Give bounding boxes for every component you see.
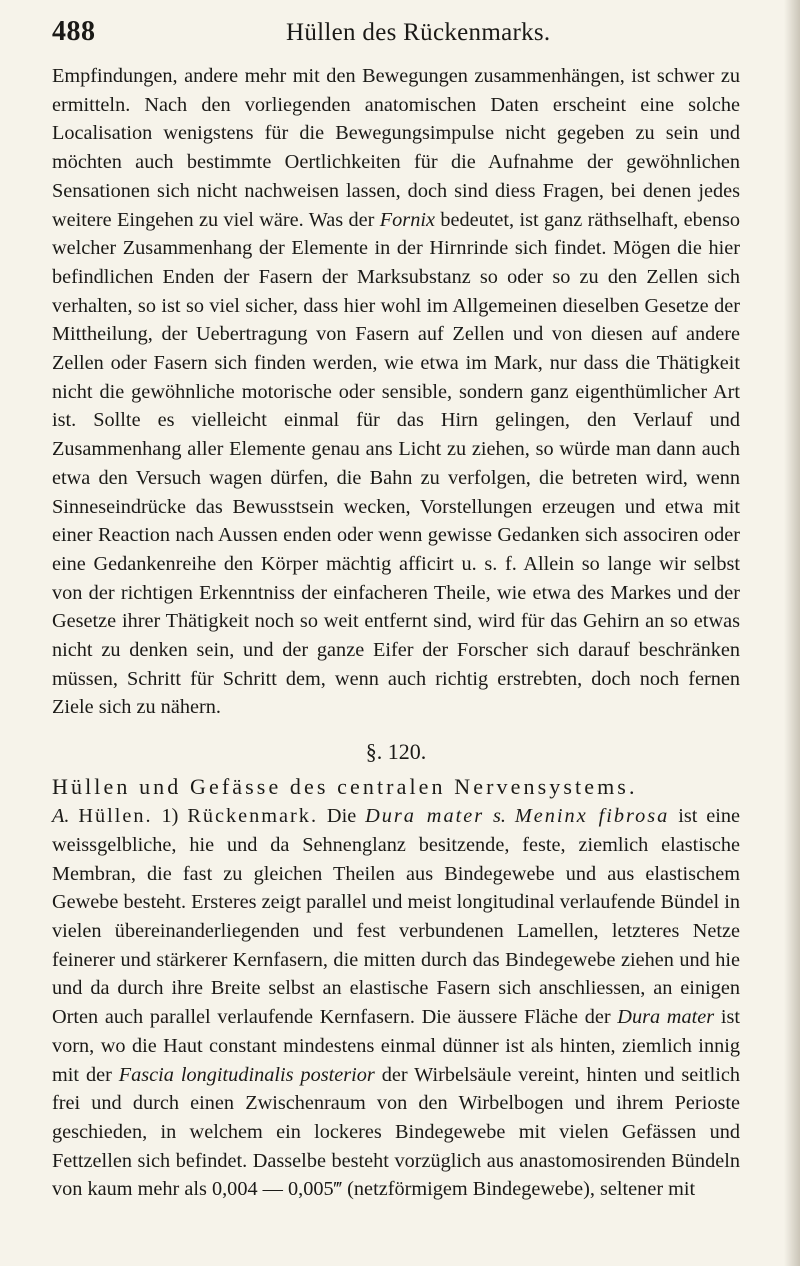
- paragraph-text: bedeutet, ist ganz räthselhaft, ebenso welcher Zusammenhang der Elemente in der Hirnrinde sich findet. Mögen die hier befindlichen Enden der Fasern der Marksubstanz so oder so zu den Zellen sich verhalten, so ist so viel sicher, dass hier wohl im Allgemeinen dieselben Gesetze der Mittheilung, der Uebertragung von Fasern auf Zellen und von diesen auf andere Zellen oder Fasern sich finden werden, wie etwa im Mark, nur dass die Thätigkeit nicht die gewöhnliche motorische oder sensible, sondern ganz eigenthümlicher Art ist. Sollte es vielleicht einmal für das Hirn gelingen, den Verlauf und Zusammenhang aller Elemente genau ans Licht zu ziehen, so würde man dann auch etwa den Versuch wagen dürfen, die Bahn zu verfolgen, die betreten wird, wenn Sinneseindrücke das Bewusstsein wecken, Vorstellungen erzeugen und etwa mit einer Reaction nach Aussen enden oder wenn gewisse Gedanken sich associren oder eine Gedankenreihe den Körper mächtig afficirt u. s. f. Allein so lange wir selbst von der richtigen Erkenntniss der einfacheren Theile, wie etwa des Markes und der Gesetze ihrer Thätigkeit noch so weit entfernt sind, wird für das Gehirn an so etwas nicht zu denken sein, und der ganze Eifer der Forscher sich darauf beschränken müssen, Schritt für Schritt dem, wenn auch richtig erstrebten, doch noch fernen Ziele sich zu nähern.: [52, 208, 740, 719]
- label-a: A.: [52, 805, 70, 828]
- section-number: §. 120.: [365, 739, 427, 765]
- label-number-1: 1): [161, 805, 179, 828]
- label-huellen: Hüllen.: [78, 805, 153, 828]
- page-edge-shadow: [784, 0, 800, 1266]
- paragraph-text: Empfindungen, andere mehr mit den Bewegungen zusammenhängen, ist schwer zu ermitteln. Nach den vorliegenden anatomischen Daten erscheint eine solche Localisation wenigstens für die Bewegungsimpulse nicht gegeben zu sein und möchten auch bestimmte Oertlichkeiten für die Aufnahme der gewöhnlichen Sensationen sich nicht nachweisen lassen, doch sind diess Fragen, bei denen jedes weitere Eingehen zu viel wäre. Was der: [52, 65, 740, 231]
- term-dura-mater: Dura mater: [365, 805, 485, 828]
- abbr-s: s.: [493, 805, 506, 828]
- label-rueckenmark: Rückenmark.: [187, 805, 319, 828]
- term-fascia: Fascia longitudinalis posterior: [118, 1063, 375, 1086]
- section-title: Hüllen und Gefässe des centralen Nervensystems.: [52, 774, 638, 800]
- running-head: Hüllen des Rückenmarks.: [286, 19, 551, 46]
- paragraph-text: ist vorn, wo die Haut constant mindestens einmal dünner ist als hinten, ziemlich innig mit der: [52, 1006, 740, 1086]
- page-number: 488: [52, 16, 96, 47]
- term-meninx-fibrosa: Meninx fibrosa: [514, 805, 670, 828]
- term-fornix: Fornix: [379, 208, 435, 231]
- body-text: [52, 62, 740, 1204]
- paragraph-text: der Wirbelsäule vereint, hinten und seitlich frei und durch einen Zwischenraum von den Wirbelbogen und ihrem Perioste geschieden, in welchem ein lockeres Bindegewebe mit vielen Gefässen und Fettzellen sich befindet. Dasselbe besteht vorzüglich aus anastomosirenden Bündeln von kaum mehr als 0,004 — 0,005‴ (netzförmigem Bindegewebe), seltener mit: [52, 1063, 740, 1201]
- paragraph: [52, 62, 740, 722]
- paragraph-text: ist eine weissgelbliche, hie und da Sehnenglanz besitzende, feste, ziemlich elastische Membran, die fast zu gleichen Theilen aus Bindegewebe und aus elastischem Gewebe besteht. Ersteres zeigt parallel und meist longitudinal verlaufende Bündel in vielen übereinanderliegenden und fest verbundenen Lamellen, letzteres Netze feinerer und stärkerer Kernfasern, die mitten durch das Bindegewebe ziehen und hie und da durch ihre Breite selbst an elastische Fasern sich anschliessen, an einigen Orten auch parallel verlaufende Kernfasern. Die äussere Fläche der: [52, 805, 741, 1029]
- page-header: [52, 16, 742, 56]
- word-die: Die: [326, 805, 357, 828]
- paragraph: [52, 802, 740, 1204]
- term-dura-mater: Dura mater: [617, 1006, 715, 1029]
